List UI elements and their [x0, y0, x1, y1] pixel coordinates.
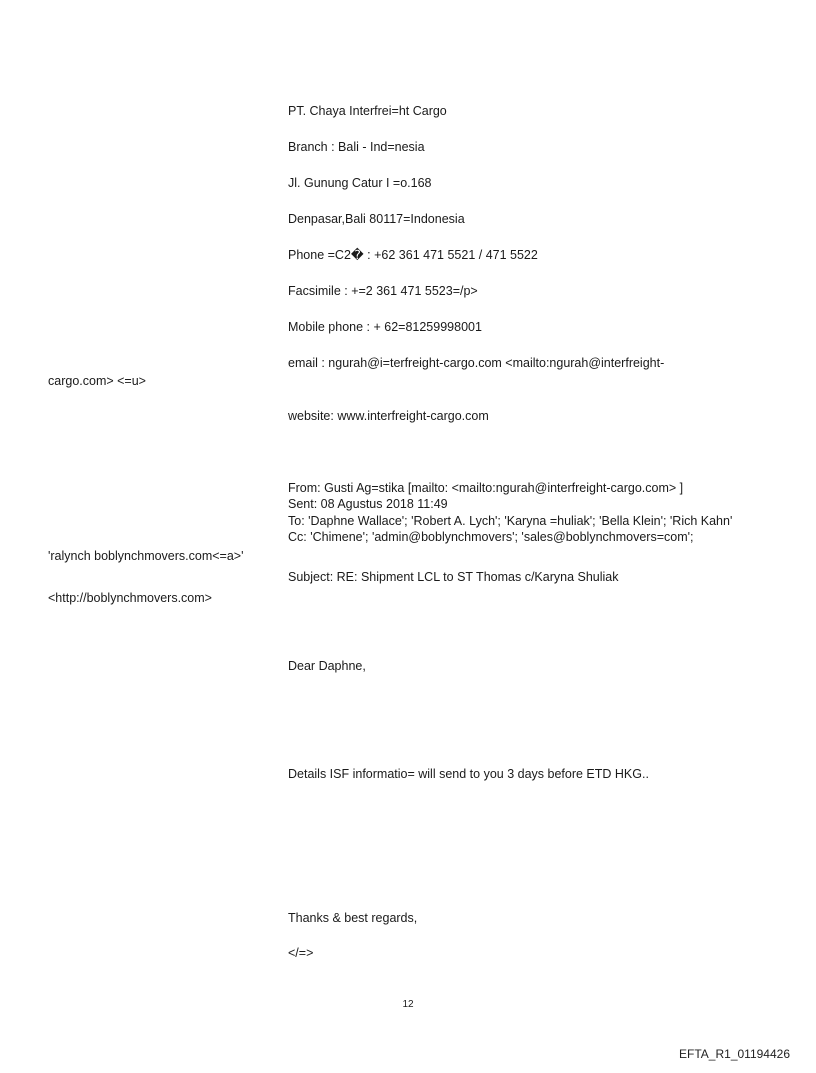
greeting: Dear Daphne, — [288, 659, 366, 673]
mobile-line: Mobile phone : + 62=81259998001 — [288, 320, 482, 334]
email-line: email : ngurah@i=terfreight-cargo.com <mailto:ngurah@interfreight- — [288, 356, 665, 370]
subject-line: Subject: RE: Shipment LCL to ST Thomas c/Karyna Shuliak — [288, 570, 619, 584]
phone-line: Phone =C2� : +62 361 471 5521 / 471 5522 — [288, 248, 538, 262]
closing: Thanks & best regards, — [288, 911, 418, 925]
cc-line: Cc: 'Chimene'; 'admin@boblynchmovers'; 'sales@boblynchmovers=com'; — [288, 530, 694, 544]
page-number: 12 — [402, 999, 414, 1010]
from-line: From: Gusti Ag=stika [mailto: <mailto:ngurah@interfreight-cargo.com> ] — [288, 481, 684, 495]
sent-line: Sent: 08 Agustus 2018 11:49 — [288, 497, 448, 511]
trailer-text: </=> — [288, 946, 314, 960]
address-line-2: Denpasar,Bali 80117=Indonesia — [288, 212, 465, 226]
address-line-1: Jl. Gunung Catur I =o.168 — [288, 176, 432, 190]
cc-line-continuation: 'ralynch boblynchmovers.com<=a>' — [48, 549, 244, 563]
facsimile-line: Facsimile : +=2 361 471 5523=/p> — [288, 284, 478, 298]
branch-line: Branch : Bali - Ind=nesia — [288, 140, 425, 154]
website-line: website: www.interfreight-cargo.com — [288, 409, 489, 423]
to-line: To: 'Daphne Wallace'; 'Robert A. Lych'; 'Karyna =huliak'; 'Bella Klein'; 'Rich Kahn' — [288, 514, 733, 528]
body-text: Details ISF informatio= will send to you 3 days before ETD HKG.. — [288, 767, 649, 781]
document-id: EFTA_R1_01194426 — [679, 1047, 790, 1061]
website-link: <http://boblynchmovers.com> — [48, 591, 212, 605]
email-line-continuation: cargo.com> <=u> — [48, 374, 146, 388]
company-name: PT. Chaya Interfrei=ht Cargo — [288, 104, 447, 118]
